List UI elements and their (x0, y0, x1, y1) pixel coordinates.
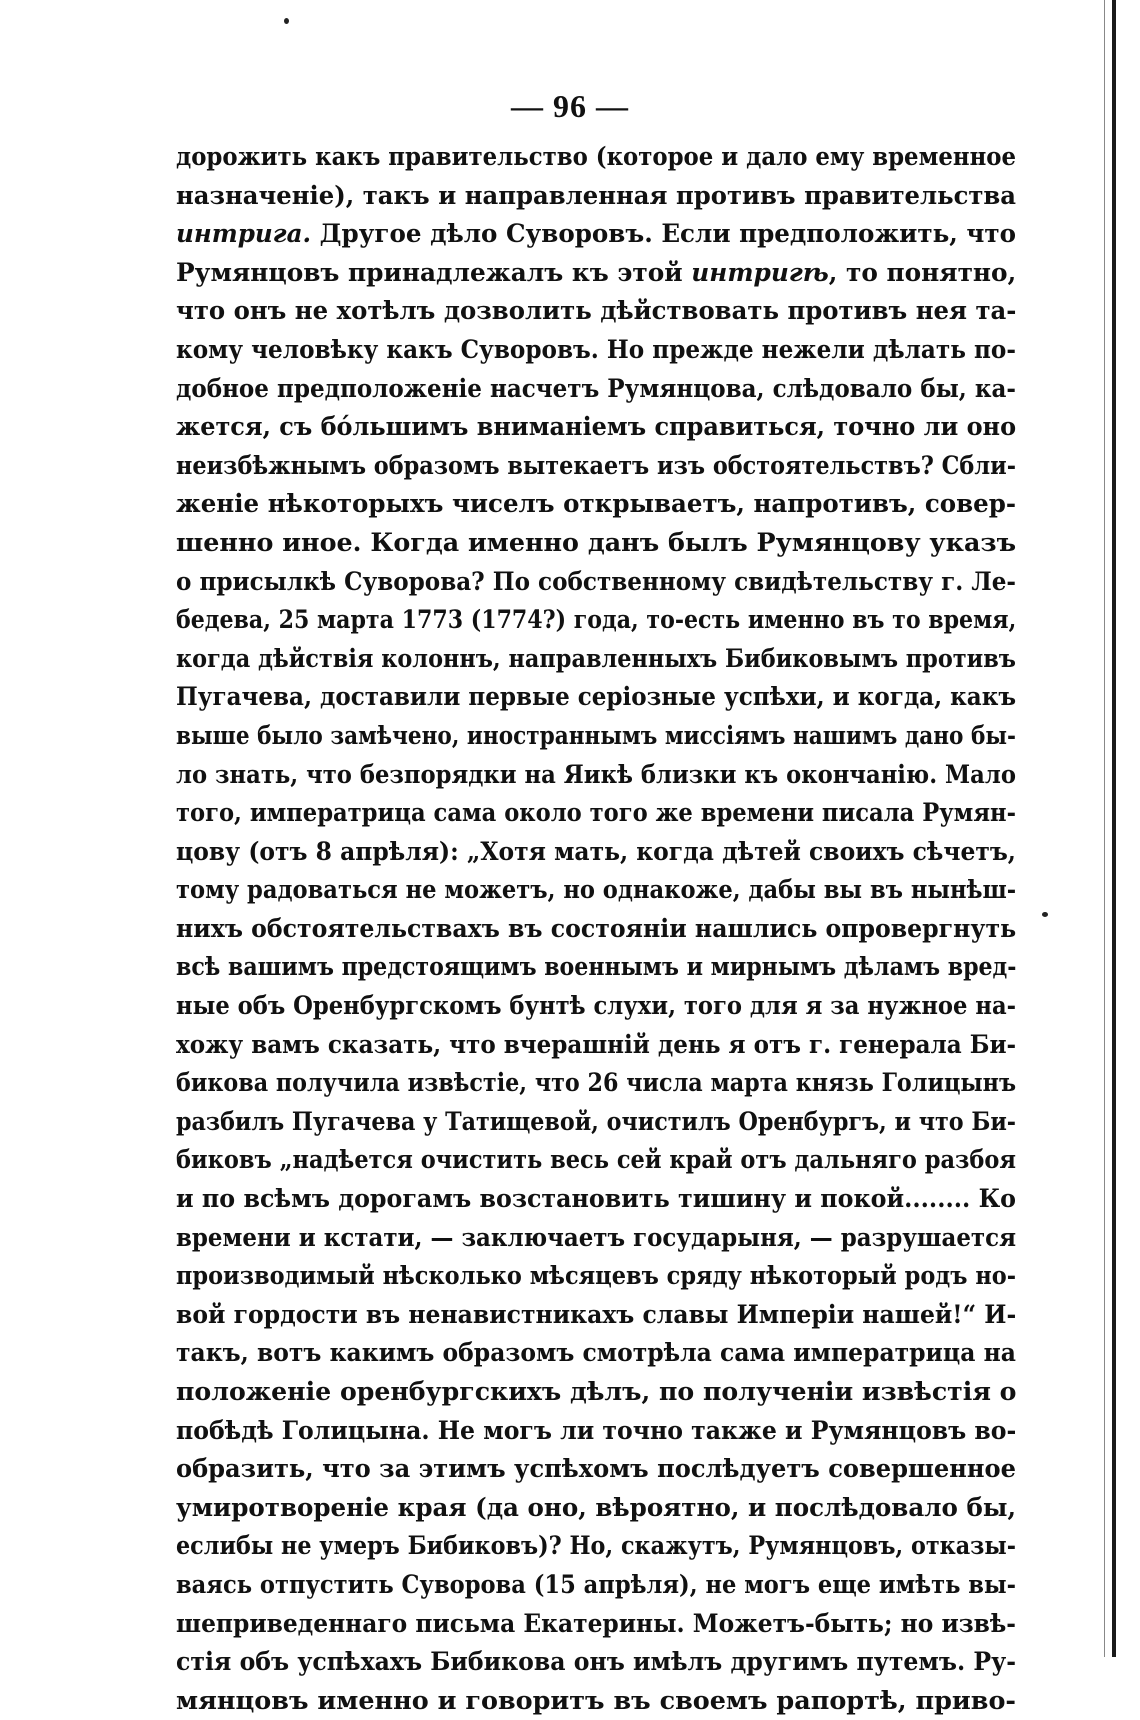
scan-speck (284, 18, 289, 24)
text-line: жется, съ бóльшимъ вниманіемъ справиться, точно ли оно (176, 412, 1017, 443)
text-line: выше было замѣчено, иностраннымъ миссіямъ нашимъ дано бы- (176, 720, 1017, 751)
text-line: тому радоваться не можетъ, но однакоже, дабы вы въ нынѣш- (176, 875, 1017, 906)
text-line: о присылкѣ Суворова? По собственному свидѣтельству г. Ле- (176, 566, 1017, 597)
text-line: добное предположеніе насчетъ Румянцова, слѣдовало бы, ка- (176, 373, 1016, 404)
text-line (176, 215, 1016, 254)
text-line: шенно иное. Когда именно данъ былъ Румянцову указъ (176, 527, 1017, 558)
scan-speck (1042, 912, 1048, 917)
text-line: образить, что за этимъ успѣхомъ послѣдуетъ совершенное (176, 1454, 1016, 1485)
text-line: цову (отъ 8 апрѣля): „Хотя мать, когда дѣтей своихъ сѣчетъ, (176, 836, 1016, 867)
text-line: того, императрица сама около того же времени писала Румян- (176, 798, 1016, 829)
text-line: положеніе оренбургскихъ дѣлъ, по полученіи извѣстія о (176, 1377, 1017, 1407)
text-line: времени и кстати, — заключаетъ государыня, — разрушается (176, 1222, 1017, 1253)
text-line: назначеніе), такъ и направленная противъ правительства (176, 180, 1017, 211)
text-line: женіе нѣкоторыхъ чиселъ открываетъ, напротивъ, совер- (176, 489, 1016, 520)
text-line: неизбѣжнымъ образомъ вытекаетъ изъ обстоятельствъ? Сбли- (176, 450, 1016, 481)
text-line: и по всѣмъ дорогамъ возстановить тишину и покой........ Ко (176, 1184, 1017, 1215)
text-line-part: , то понятно, (828, 257, 1017, 288)
text-line: шеприведеннаго письма Екатерины. Можетъ-быть; но извѣ- (176, 1608, 1016, 1639)
text-line (176, 254, 1016, 293)
text-line: ные объ Оренбургскомъ бунтѣ слухи, того для я за нужное на- (176, 991, 1017, 1022)
text-line: Пугачева, доставили первые серіозные успѣхи, и когда, какъ (176, 682, 1016, 713)
text-line: нихъ обстоятельствахъ въ состояніи нашлись опровергнуть (176, 913, 1017, 944)
text-line: мянцовъ именно и говоритъ въ своемъ рапортѣ, приво- (176, 1685, 1016, 1716)
text-line: стія объ успѣхахъ Бибикова онъ имѣлъ другимъ путемъ. Ру- (176, 1647, 1017, 1678)
text-line: что онъ не хотѣлъ дозволить дѣйствовать противъ нея та- (176, 296, 1017, 327)
text-line-rest: Другое дѣло Суворовъ. Если предположить, что (319, 219, 1016, 250)
text-line: разбилъ Пугачева у Татищевой, очистилъ Оренбургъ, и что Би- (176, 1106, 1017, 1137)
scan-edge-shadow (1104, 0, 1105, 1657)
text-line: биковъ „надѣется очистить весь сей край отъ дальняго разбоя (176, 1145, 1016, 1176)
italic-word: интрига. (176, 219, 312, 250)
text-line: когда дѣйствія колоннъ, направленныхъ Бибиковымъ противъ (176, 643, 1016, 674)
text-line: дорожить какъ правительство (которое и дало ему временное (176, 142, 1017, 172)
body-text (176, 138, 1016, 1720)
text-line: бедева, 25 марта 1773 (1774?) года, то-есть именно въ то время, (176, 605, 1017, 636)
text-line: всѣ вашимъ предстоящимъ военнымъ и мирнымъ дѣламъ вред- (176, 952, 1017, 983)
text-line: ваясь отпустить Суворова (15 апрѣля), не могъ еще имѣть вы- (176, 1569, 1016, 1600)
page-number: — 96 — (511, 88, 629, 124)
scan-edge-border (1112, 0, 1116, 1657)
italic-word: интригѣ (691, 257, 829, 288)
text-line-part: Румянцовъ принадлежалъ къ этой (176, 257, 692, 288)
text-line: еслибы не умеръ Бибиковъ)? Но, скажутъ, Румянцовъ, отказы- (176, 1531, 1017, 1562)
text-line: побѣдѣ Голицына. Не могъ ли точно также и Румянцовъ во- (176, 1415, 1017, 1446)
text-line: такъ, вотъ какимъ образомъ смотрѣла сама императрица на (176, 1338, 1016, 1369)
text-line: вой гордости въ ненавистникахъ славы Имперіи нашей!“ И- (176, 1299, 1017, 1330)
text-line: бикова получила извѣстіе, что 26 числа марта князь Голицынъ (176, 1068, 1017, 1099)
text-line: кому человѣку какъ Суворовъ. Но прежде нежели дѣлать по- (176, 334, 1016, 365)
text-line: ло знать, что безпорядки на Яикѣ близки къ окончанію. Мало (176, 759, 1016, 790)
text-line: умиротвореніе края (да оно, вѣроятно, и послѣдовало бы, (176, 1492, 1017, 1523)
text-line: производимый нѣсколько мѣсяцевъ сряду нѣкоторый родъ но- (176, 1261, 1017, 1292)
text-line: хожу вамъ сказать, что вчерашній день я отъ г. генерала Би- (176, 1029, 1017, 1060)
